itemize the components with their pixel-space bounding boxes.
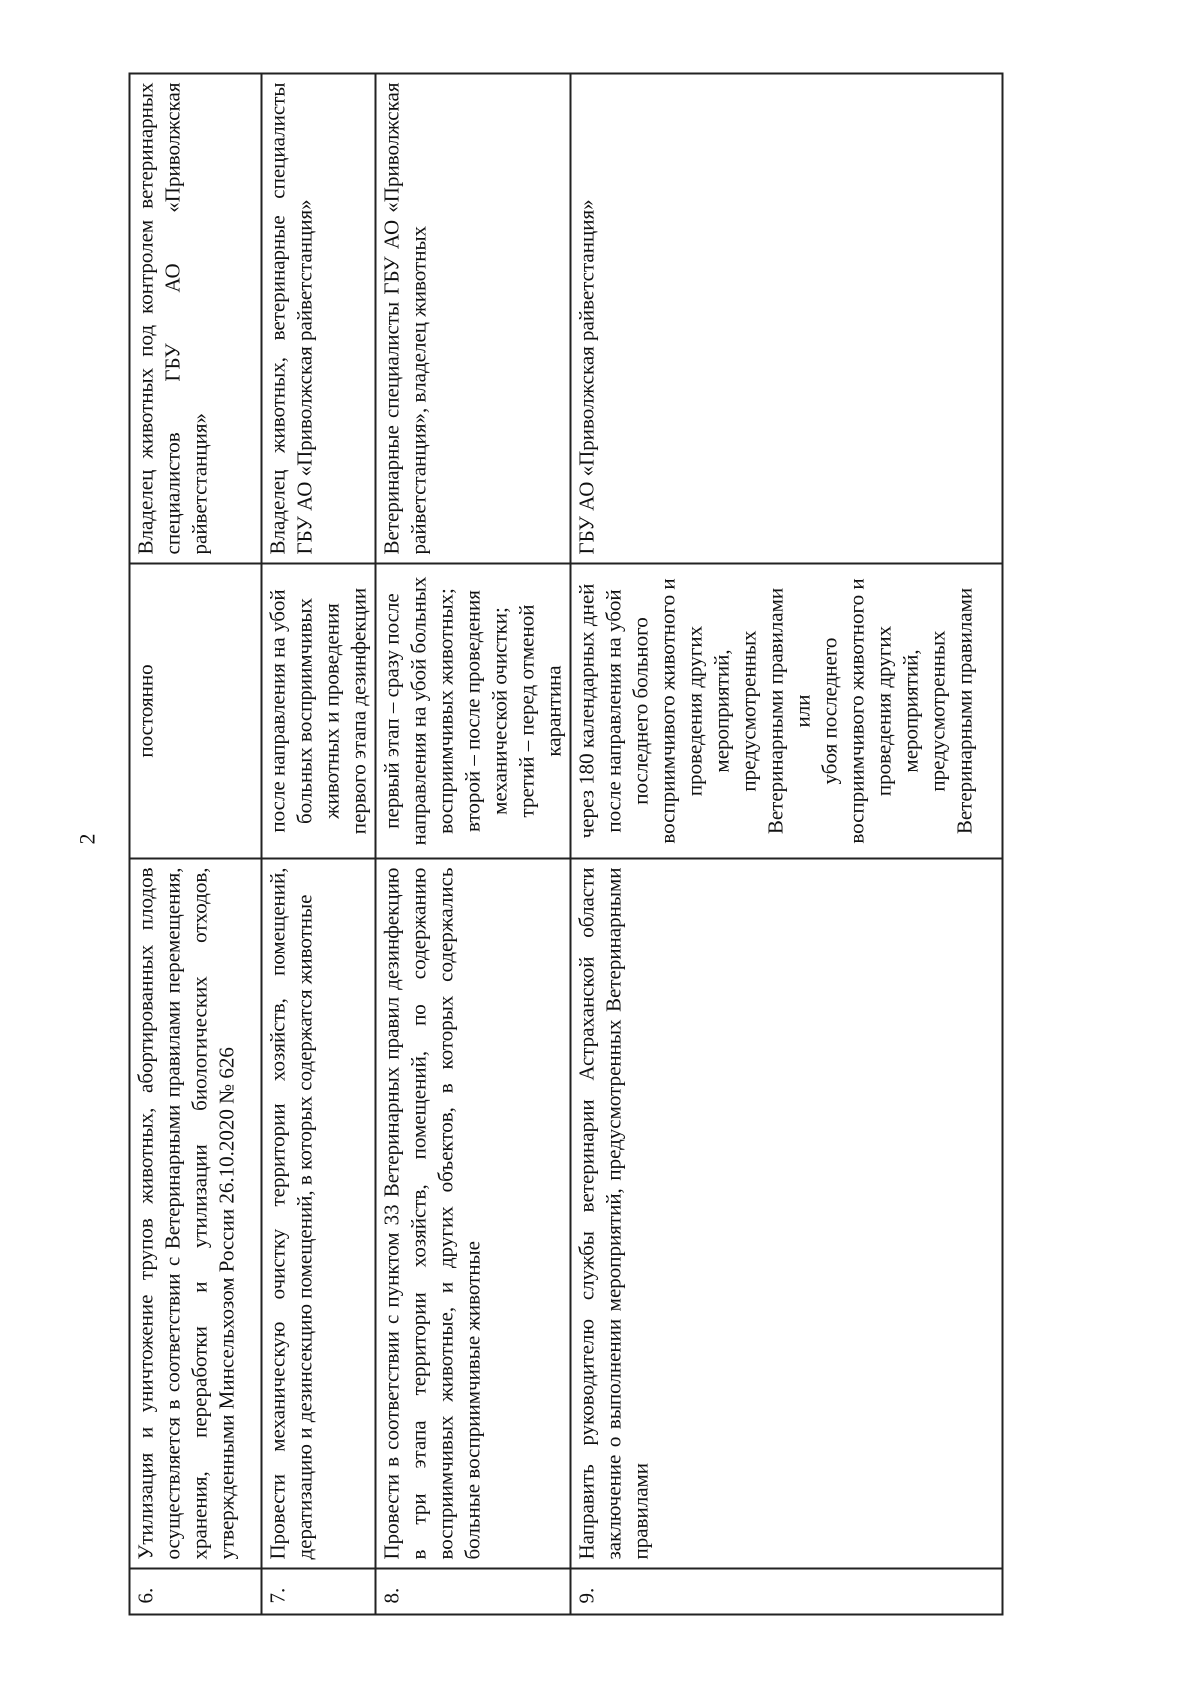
action-cell: Направить руководителю службы ветеринарии Астраханской области заключение о выполнении мероприятий, предусмотренных Ветеринарными правилами (571, 859, 1003, 1569)
term-line: второй – после проведения механической очистки; (460, 590, 512, 832)
row-number: 7. (262, 1569, 376, 1615)
responsible-cell: ГБУ АО «Приволжская райветстанция» (571, 74, 1003, 564)
term-line: постоянно (133, 664, 158, 758)
term-line: третий – перед отменой карантина (514, 604, 566, 818)
action-cell: Утилизация и уничтожение трупов животных, абортированных плодов осуществляется в соответствии с Ветеринарными правилами перемещения, хранения, переработки и утилизации биологических отходов, утвержденными Минсельхозом России 26.10.2020 № 626 (130, 859, 262, 1569)
measures-table (129, 73, 1004, 1616)
term-line: через 180 календарных дней после направления на убой последнего больного восприимчивого животного и проведения других мероприятий, предусмотренных Ветеринарными правилами (574, 578, 788, 844)
row-number: 8. (376, 1569, 571, 1615)
responsible-cell: Владелец животных под контролем ветеринарных специалистов ГБУ АО «Приволжская райветстанция» (130, 74, 262, 564)
rotated-table-container (129, 75, 987, 1616)
responsible-cell: Ветеринарные специалисты ГБУ АО «Приволжская райветстанция», владелец животных (376, 74, 571, 564)
term-line: убоя последнего восприимчивого животного и проведения других мероприятий, предусмотренных Ветеринарными правилами (817, 578, 977, 844)
action-cell: Провести в соответствии с пунктом 33 Ветеринарных правил дезинфекцию в три этапа территории хозяйств, помещений, по содержанию восприимчивых животные, и других объектов, в которых содержались больные восприимчивые животные (376, 859, 571, 1569)
table-row (130, 74, 262, 1615)
term-line: первый этап – сразу после направления на убой больных восприимчивых животных; (379, 576, 458, 846)
term-cell (571, 564, 1003, 859)
term-cell (376, 564, 571, 859)
row-number: 6. (130, 1569, 262, 1615)
responsible-cell: Владелец животных, ветеринарные специалисты ГБУ АО «Приволжская райветстанция» (262, 74, 376, 564)
term-line: или (790, 694, 815, 728)
term-cell (262, 564, 376, 859)
term-cell (130, 564, 262, 859)
table-row (571, 74, 1003, 1615)
table-row (262, 74, 376, 1615)
table-row (376, 74, 571, 1615)
row-number: 9. (571, 1569, 1003, 1615)
action-cell: Провести механическую очистку территории хозяйств, помещений, дератизацию и дезинсекцию помещений, в которых содержатся животные (262, 859, 376, 1569)
term-line: после направления на убой больных восприимчивых животных и проведения первого этапа дезинфекции (265, 587, 371, 835)
page-number: 2 (74, 833, 100, 845)
